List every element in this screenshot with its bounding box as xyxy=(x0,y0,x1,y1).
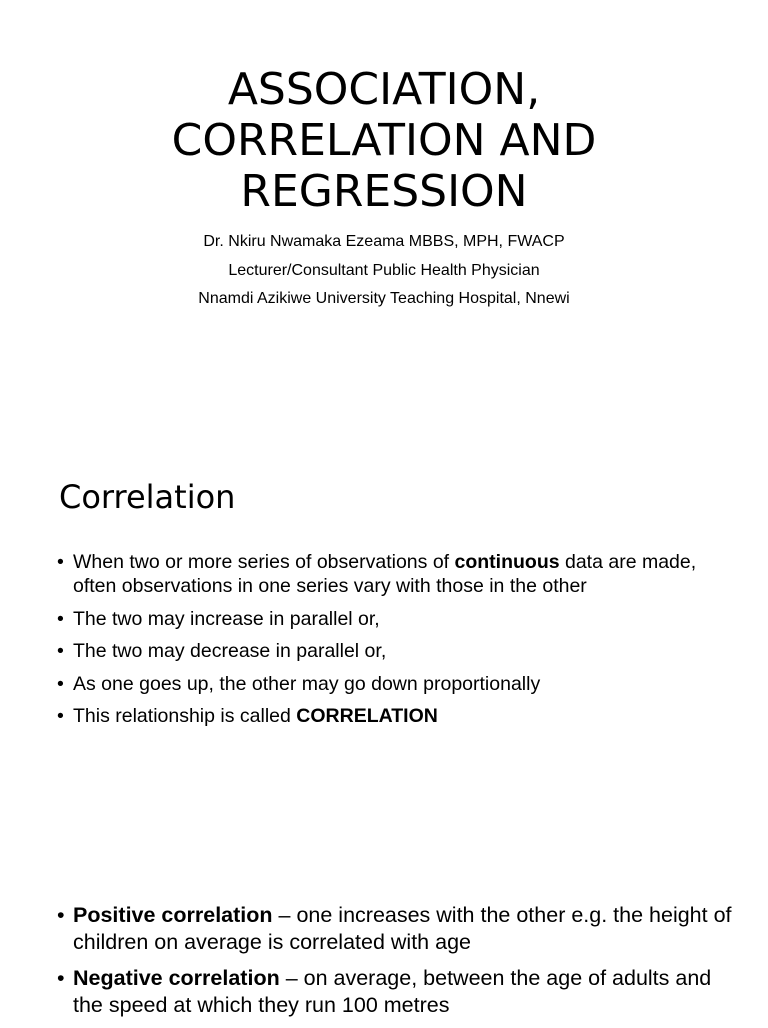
bullet-bold-text: Negative correlation xyxy=(73,966,280,990)
author-role: Lecturer/Consultant Public Health Physician xyxy=(228,261,540,279)
bullet-item xyxy=(57,704,737,728)
correlation-types-slide xyxy=(0,880,768,1024)
bullet-icon: • xyxy=(57,607,64,630)
bullet-item xyxy=(57,550,737,598)
title-line: ASSOCIATION, xyxy=(227,64,541,115)
author-affiliation: Nnamdi Azikiwe University Teaching Hospital, Nnewi xyxy=(198,290,570,307)
author-name: Dr. Nkiru Nwamaka Ezeama MBBS, MPH, FWACP xyxy=(203,233,565,250)
title-slide xyxy=(0,0,768,340)
bullet-text: The two may increase in parallel or, xyxy=(73,607,380,630)
bullet-bold-text: Positive correlation xyxy=(73,903,273,927)
bullet-text: When two or more series of observations of xyxy=(73,551,455,573)
title-line: REGRESSION xyxy=(240,166,528,217)
correlation-slide xyxy=(0,450,768,750)
bullet-item xyxy=(57,607,737,631)
bullet-icon: • xyxy=(57,551,64,573)
bullet-bold-text: CORRELATION xyxy=(296,705,438,727)
bullet-item xyxy=(57,672,737,696)
bullet-icon: • xyxy=(57,903,65,927)
bullet-icon: • xyxy=(57,705,64,727)
bullet-list xyxy=(57,550,737,737)
bullet-item xyxy=(57,965,737,1019)
bullet-text: This relationship is called xyxy=(73,705,297,727)
slide-heading: Correlation xyxy=(59,478,236,516)
bullet-text: – one increases with the other e.g. the height of children on average is correlated with age xyxy=(73,903,732,954)
title-line: CORRELATION AND xyxy=(171,115,597,166)
bullet-text: – on average, between the age of adults and the speed at which they run 100 metres xyxy=(73,966,712,1017)
slide-title xyxy=(0,64,768,217)
bullet-text: data are made, often observations in one series vary with those in the other xyxy=(73,551,697,597)
bullet-icon: • xyxy=(57,672,64,695)
bullet-text: The two may decrease in parallel or, xyxy=(73,640,387,662)
bullet-list xyxy=(57,902,737,1028)
bullet-icon: • xyxy=(57,640,64,662)
bullet-text: As one goes up, the other may go down proportionally xyxy=(73,672,541,695)
bullet-item xyxy=(57,639,737,663)
bullet-icon: • xyxy=(57,966,65,990)
bullet-item xyxy=(57,902,737,956)
slide-subtitle xyxy=(0,228,768,314)
bullet-bold-text: continuous xyxy=(454,551,560,573)
